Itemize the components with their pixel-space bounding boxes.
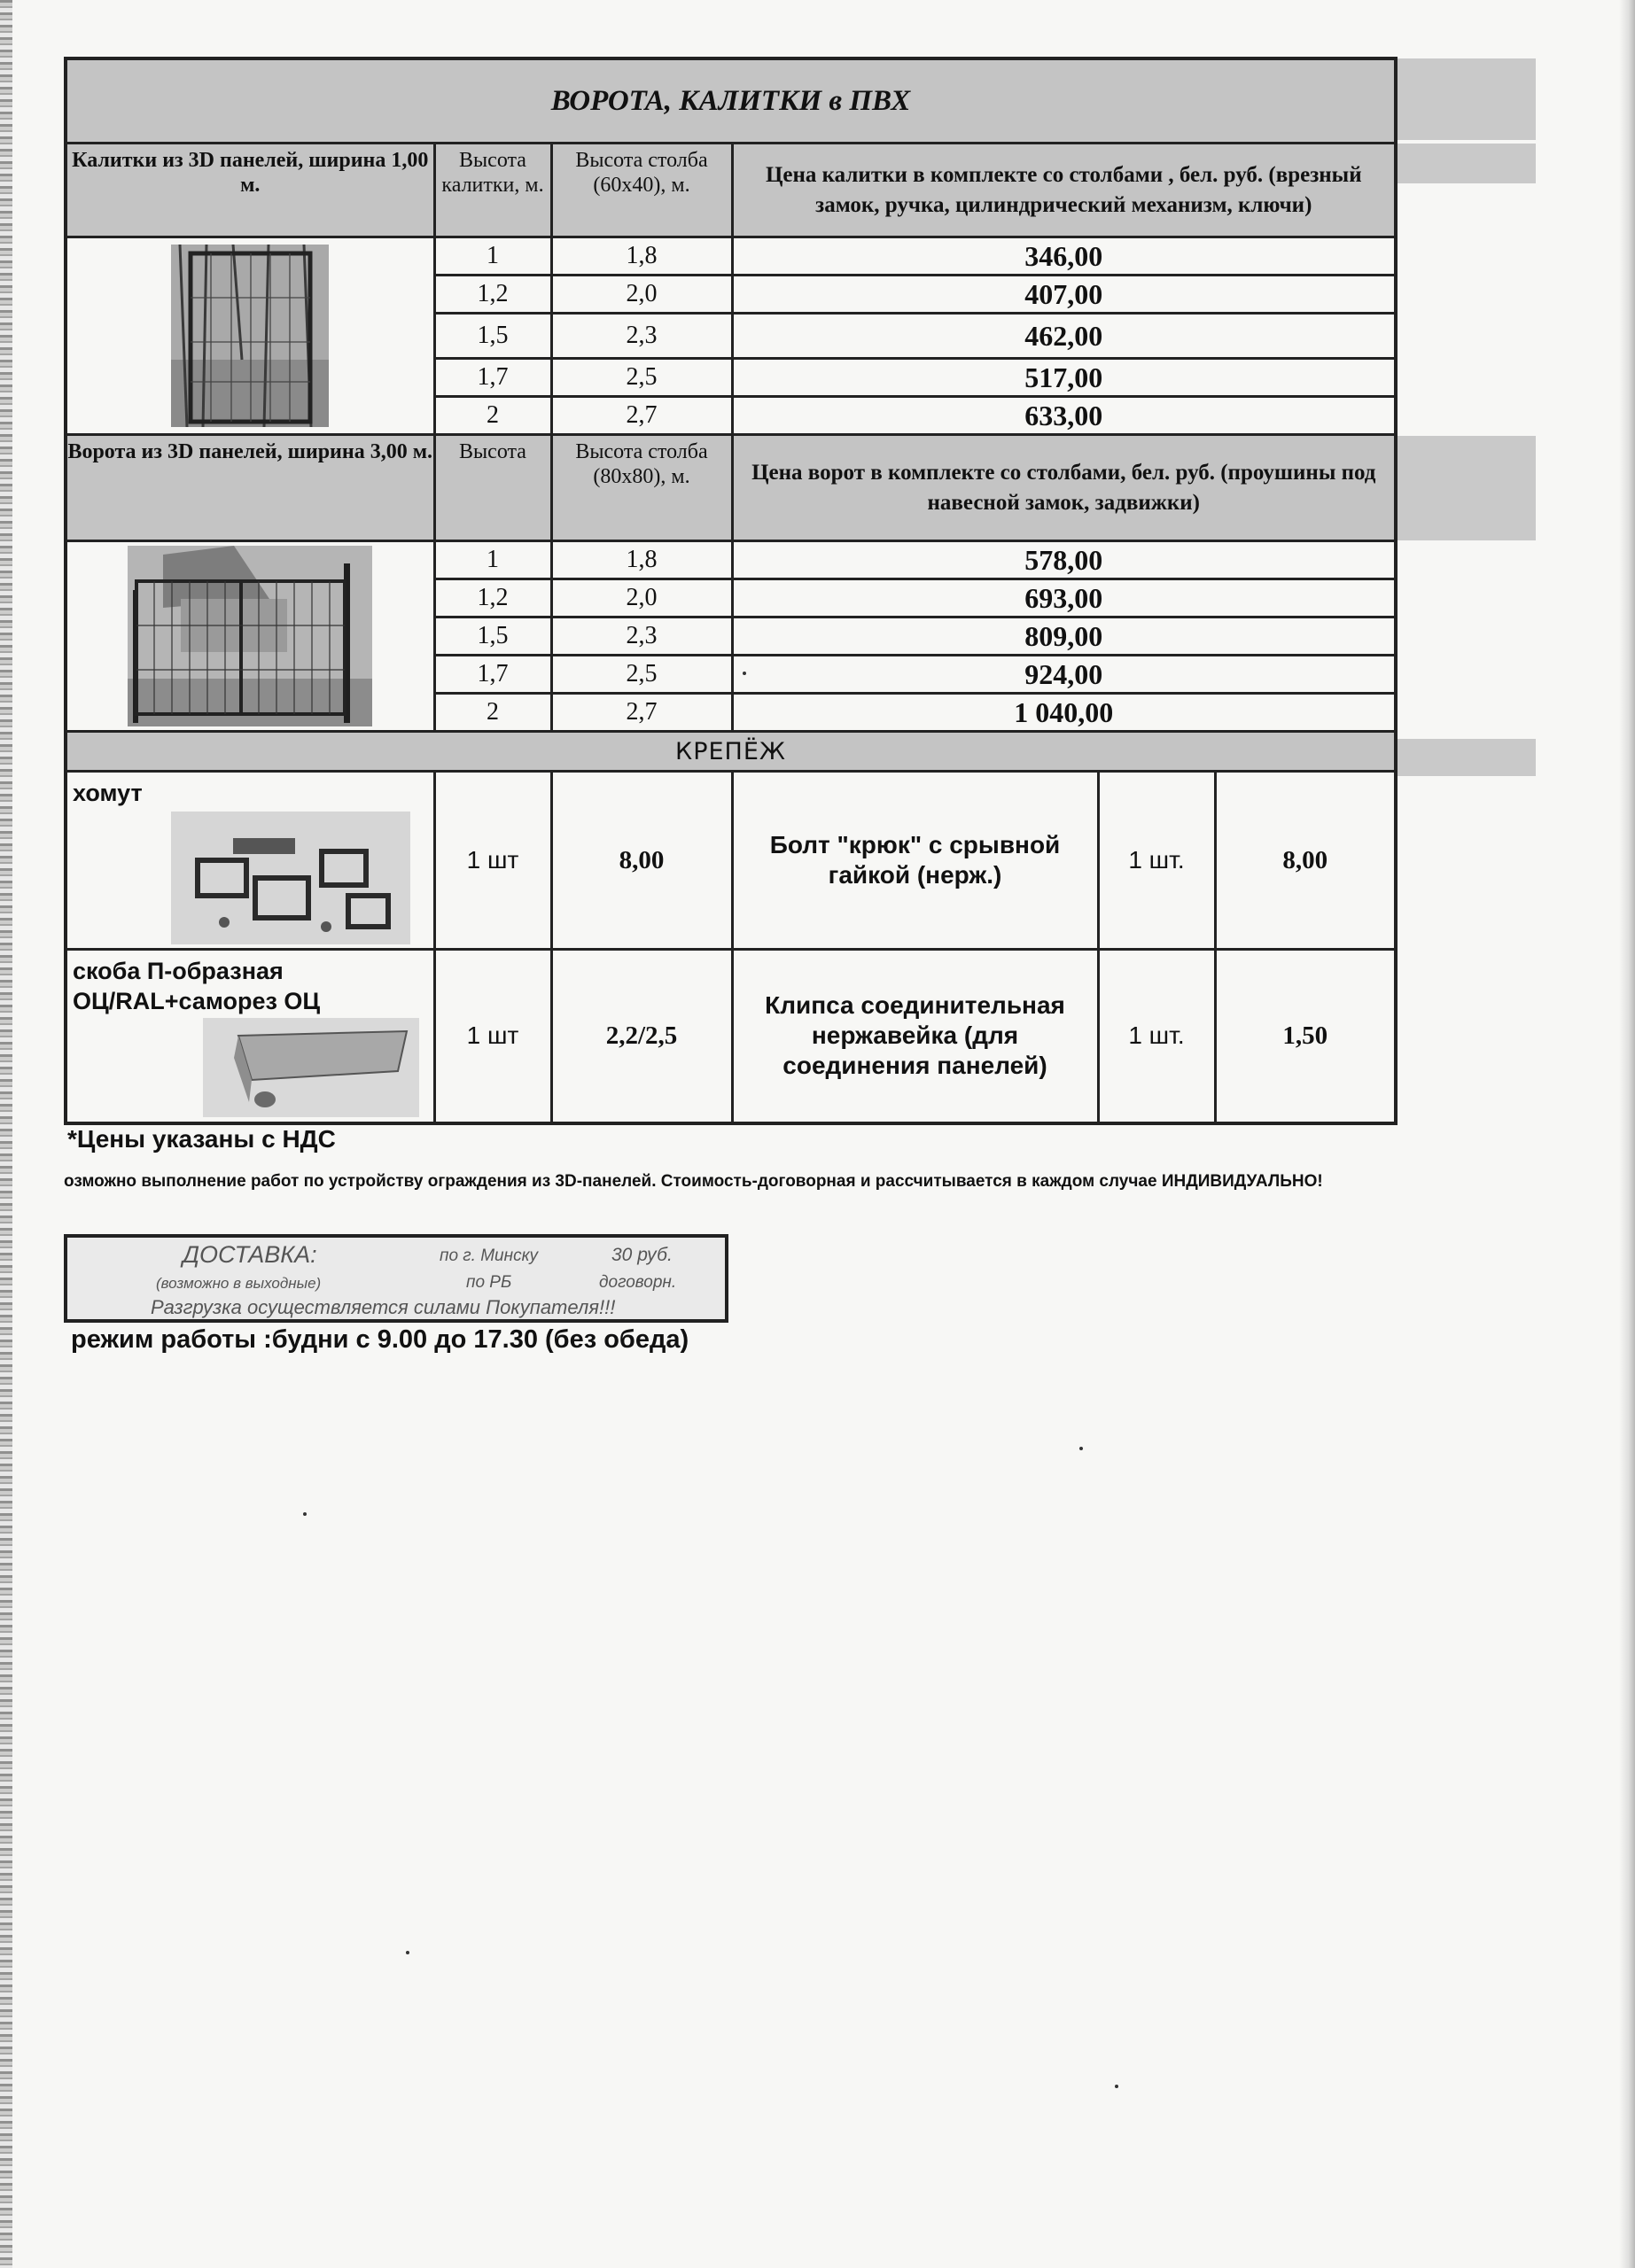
wicket-price: 407,00 — [732, 276, 1396, 314]
clamp-photo — [171, 812, 410, 944]
delivery-minsk: по г. Минску — [440, 1247, 539, 1265]
wicket-post: 2,0 — [551, 276, 732, 314]
fastener-name: Болт "крюк" с срывной гайкой (нерж.) — [732, 772, 1098, 950]
gate-height: 1,5 — [434, 617, 551, 656]
gate-post: 2,7 — [551, 694, 732, 732]
fastener-cell — [66, 772, 434, 950]
gate-height: 1 — [434, 541, 551, 579]
page-title: ВОРОТА, КАЛИТКИ в ПВХ — [66, 58, 1396, 144]
gates-name-header: Ворота из 3D панелей, ширина 3,00 м. — [66, 435, 434, 541]
scan-speck — [1079, 1447, 1083, 1450]
gate-post: 2,0 — [551, 579, 732, 617]
gate-height: 1,7 — [434, 656, 551, 694]
wicket-price: 346,00 — [732, 237, 1396, 276]
wicket-photo — [171, 245, 329, 427]
fastener-price: 8,00 — [1215, 772, 1396, 950]
gate-post: 2,5 — [551, 656, 732, 694]
scan-speck — [303, 1512, 307, 1516]
delivery-rb: по РБ — [466, 1273, 512, 1292]
gate-post: 1,8 — [551, 541, 732, 579]
header-fill-extension — [1394, 144, 1536, 183]
gate-height: 2 — [434, 694, 551, 732]
gates-height-header: Высота — [434, 435, 551, 541]
wicket-height: 2 — [434, 397, 551, 435]
scan-edge-left — [0, 0, 12, 2268]
gate-price: 1 040,00 — [732, 694, 1396, 732]
fastener-cell — [66, 950, 434, 1123]
header-fill-extension — [1394, 436, 1536, 540]
header-fill-extension — [1394, 58, 1536, 140]
delivery-minsk-price: 30 руб. — [611, 1245, 673, 1265]
wicket-price: 517,00 — [732, 359, 1396, 397]
gate-price: 578,00 — [732, 541, 1396, 579]
wicket-post: 2,5 — [551, 359, 732, 397]
delivery-weekends: (возможно в выходные) — [156, 1275, 322, 1292]
wickets-name-header: Калитки из 3D панелей, ширина 1,00 м. — [66, 144, 434, 237]
gate-price: 809,00 — [732, 617, 1396, 656]
fastener-price: 1,50 — [1215, 950, 1396, 1123]
fastener-price: 2,2/2,5 — [551, 950, 732, 1123]
delivery-unloading: Разгрузка осуществляется силами Покупателя!!! — [151, 1296, 616, 1318]
wicket-height: 1,5 — [434, 314, 551, 359]
scan-speck — [406, 1951, 409, 1954]
wicket-post: 2,3 — [551, 314, 732, 359]
wickets-height-header: Высота калитки, м. — [434, 144, 551, 237]
fastener-price: 8,00 — [551, 772, 732, 950]
scan-speck — [743, 672, 746, 675]
gate-post: 2,3 — [551, 617, 732, 656]
gate-price: 924,00 — [732, 656, 1396, 694]
wicket-price: 462,00 — [732, 314, 1396, 359]
scan-speck — [1115, 2085, 1118, 2088]
fasteners-title: КРЕПЁЖ — [66, 732, 1396, 772]
price-table — [64, 57, 1398, 1125]
wicket-price: 633,00 — [732, 397, 1396, 435]
fastener-qty: 1 шт. — [1098, 772, 1215, 950]
wicket-post: 1,8 — [551, 237, 732, 276]
wicket-height: 1,7 — [434, 359, 551, 397]
delivery-rb-price: договорн. — [599, 1273, 677, 1292]
scan-edge-right — [1619, 0, 1635, 2268]
wicket-height: 1 — [434, 237, 551, 276]
work-note: озможно выполнение работ по устройству ограждения из 3D-панелей. Стоимость-договорная и рассчитывается в каждом случае ИНДИВИДУАЛЬНО! — [64, 1172, 1323, 1191]
vat-note: *Цены указаны с НДС — [67, 1125, 336, 1153]
fastener-qty: 1 шт. — [1098, 950, 1215, 1123]
fastener-name: хомут — [73, 780, 143, 806]
fastener-name: Клипса соединительная нержавейка (для соединения панелей) — [732, 950, 1098, 1123]
wicket-height: 1,2 — [434, 276, 551, 314]
fastener-qty: 1 шт — [434, 950, 551, 1123]
wickets-price-header: Цена калитки в комплекте со столбами , бел. руб. (врезный замок, ручка, цилиндрический механизм, ключи) — [732, 144, 1396, 237]
gate-photo-cell — [66, 541, 434, 732]
gates-post-header: Высота столба (80х80), м. — [551, 435, 732, 541]
gate-price: 693,00 — [732, 579, 1396, 617]
wicket-post: 2,7 — [551, 397, 732, 435]
bracket-photo — [203, 1018, 419, 1117]
gate-height: 1,2 — [434, 579, 551, 617]
wicket-photo-cell — [66, 237, 434, 435]
delivery-box — [64, 1234, 728, 1323]
working-hours: режим работы :будни с 9.00 до 17.30 (без обеда) — [71, 1325, 689, 1354]
header-fill-extension — [1394, 739, 1536, 776]
gate-photo — [128, 546, 372, 726]
delivery-title: ДОСТАВКА: — [183, 1241, 317, 1268]
wickets-post-header: Высота столба (60х40), м. — [551, 144, 732, 237]
fastener-name: скоба П-образная ОЦ/RAL+саморез ОЦ — [73, 958, 321, 1014]
fastener-qty: 1 шт — [434, 772, 551, 950]
gates-price-header: Цена ворот в комплекте со столбами, бел. руб. (проушины под навесной замок, задвижки) — [732, 435, 1396, 541]
